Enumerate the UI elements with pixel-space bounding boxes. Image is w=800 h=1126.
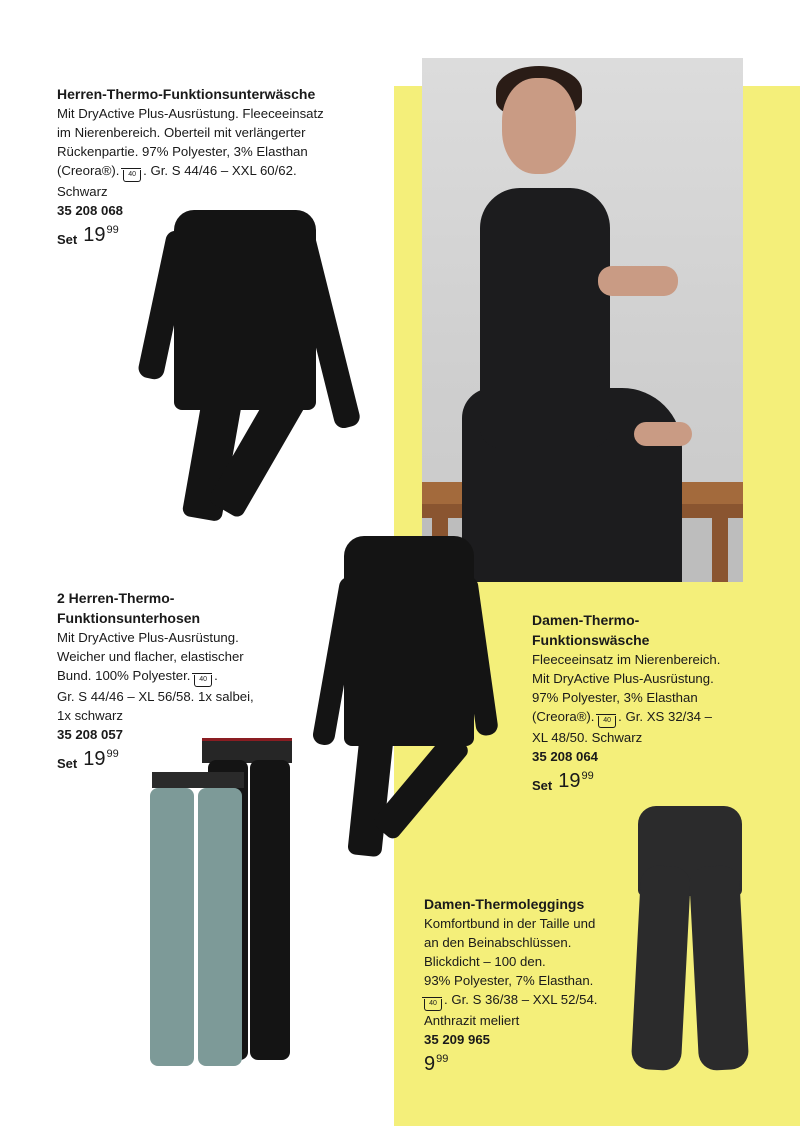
model-torso	[480, 188, 610, 448]
wash-40-icon: 40	[598, 716, 616, 728]
article-number: 35 208 064	[532, 749, 599, 764]
model-photo	[422, 58, 743, 582]
unterhosen-image	[124, 738, 304, 1068]
model-head	[502, 78, 576, 174]
model-hand	[598, 266, 678, 296]
leggings-image	[630, 806, 750, 1072]
product-damen-leggings: Damen-Thermoleggings Komfortbund in der Taille und an den Beinabschlüssen. Blickdicht – 100 den. 93% Polyester, 7% Elasthan. 40 . Gr. S 36/38 – XXL 52/54. Anthrazit meliert 35 209 965 9 99	[424, 894, 624, 1075]
wash-40-icon: 40	[194, 675, 212, 687]
damen-set-image	[326, 536, 516, 866]
product-herren-set: Herren-Thermo-Funktionsunterwäsche Mit DryActive Plus-Ausrüstung. Fleeceeinsatz im Nierenbereich. Oberteil mit verlängerter Rückenpartie. 97% Polyester, 3% Elasthan (Creora®). 40 . Gr. S 44/46 – XXL 60/62. Schwarz 35 208 068 Set 19 99	[57, 84, 387, 249]
model-feet	[634, 422, 692, 446]
article-number: 35 208 068	[57, 203, 124, 218]
price: Set 19 99	[532, 770, 594, 793]
article-number: 35 208 057	[57, 727, 124, 742]
price: Set 19 99	[57, 224, 119, 247]
price: 9 99	[424, 1053, 449, 1075]
article-number: 35 209 965	[424, 1032, 491, 1047]
price: Set 19 99	[57, 748, 119, 771]
wash-40-icon: 40	[123, 170, 141, 182]
herren-set-image	[150, 210, 350, 530]
wash-40-icon: 40	[424, 999, 442, 1011]
product-herren-unterhosen: 2 Herren-Thermo- Funktionsunterhosen Mit DryActive Plus-Ausrüstung. Weicher und flacher, elastischer Bund. 100% Polyester. 40 . Gr. S 44/46 – XL 56/58. 1x salbei, 1x schwarz 35 208 057 Set 19 99	[57, 588, 337, 773]
product-damen-set: Damen-Thermo- Funktionswäsche Fleeceeinsatz im Nierenbereich. Mit DryActive Plus-Ausrüstung. 97% Polyester, 3% Elasthan (Creora®). 40 . Gr. XS 32/34 – XL 48/50. Schwarz 35 208 064 Set 19 99	[532, 610, 792, 795]
product-title: Herren-Thermo-Funktionsunterwäsche	[57, 86, 316, 102]
